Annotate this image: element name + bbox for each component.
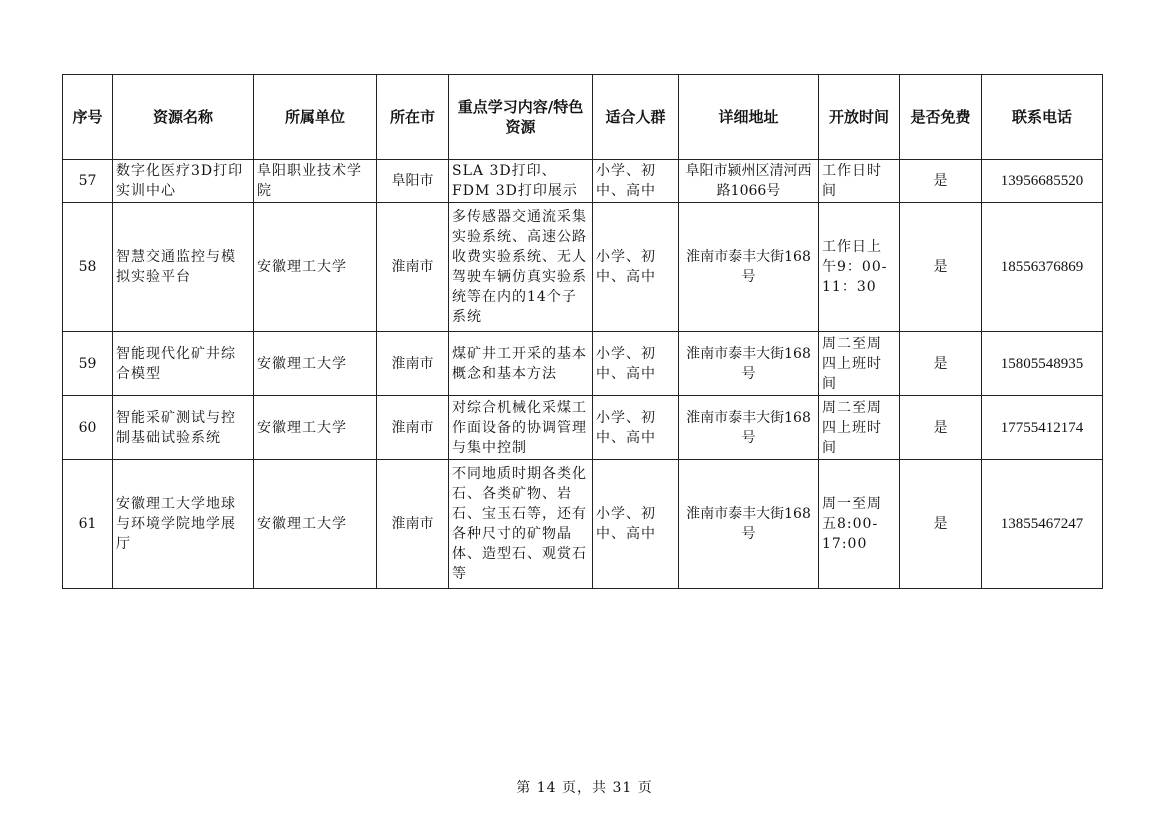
cell-index: 60 bbox=[63, 396, 113, 460]
cell-phone: 18556376869 bbox=[982, 203, 1103, 332]
page-number-label: 第 14 页，共 31 页 bbox=[516, 780, 653, 796]
cell-name: 安徽理工大学地球与环境学院地学展厅 bbox=[113, 460, 254, 589]
cell-index: 61 bbox=[63, 460, 113, 589]
cell-content: 煤矿井工开采的基本概念和基本方法 bbox=[449, 332, 593, 396]
cell-index: 59 bbox=[63, 332, 113, 396]
header-hours: 开放时间 bbox=[819, 75, 900, 160]
cell-hours: 工作日上午9：00-11：30 bbox=[819, 203, 900, 332]
cell-free: 是 bbox=[900, 332, 982, 396]
table-header-row bbox=[63, 75, 1103, 160]
cell-unit: 安徽理工大学 bbox=[254, 460, 377, 589]
cell-city: 淮南市 bbox=[377, 332, 449, 396]
cell-audience: 小学、初中、高中 bbox=[593, 160, 679, 203]
cell-address: 淮南市泰丰大街168号 bbox=[679, 203, 819, 332]
header-name: 资源名称 bbox=[113, 75, 254, 160]
header-index: 序号 bbox=[63, 75, 113, 160]
cell-city: 淮南市 bbox=[377, 203, 449, 332]
table-row bbox=[63, 396, 1103, 460]
cell-unit: 安徽理工大学 bbox=[254, 203, 377, 332]
cell-free: 是 bbox=[900, 460, 982, 589]
cell-phone: 15805548935 bbox=[982, 332, 1103, 396]
cell-hours: 周一至周五8:00-17:00 bbox=[819, 460, 900, 589]
cell-index: 58 bbox=[63, 203, 113, 332]
page-footer bbox=[0, 777, 1169, 797]
table-row bbox=[63, 203, 1103, 332]
header-content: 重点学习内容/特色资源 bbox=[449, 75, 593, 160]
cell-free: 是 bbox=[900, 396, 982, 460]
cell-phone: 17755412174 bbox=[982, 396, 1103, 460]
cell-content: SLA 3D打印、FDM 3D打印展示 bbox=[449, 160, 593, 203]
cell-hours: 工作日时间 bbox=[819, 160, 900, 203]
header-address: 详细地址 bbox=[679, 75, 819, 160]
cell-address: 淮南市泰丰大街168号 bbox=[679, 332, 819, 396]
cell-content: 不同地质时期各类化石、各类矿物、岩石、宝玉石等，还有各种尺寸的矿物晶体、造型石、观赏石等 bbox=[449, 460, 593, 589]
cell-address: 淮南市泰丰大街168号 bbox=[679, 396, 819, 460]
cell-name: 智慧交通监控与模拟实验平台 bbox=[113, 203, 254, 332]
cell-content: 对综合机械化采煤工作面设备的协调管理与集中控制 bbox=[449, 396, 593, 460]
cell-unit: 安徽理工大学 bbox=[254, 332, 377, 396]
cell-unit: 安徽理工大学 bbox=[254, 396, 377, 460]
header-unit: 所属单位 bbox=[254, 75, 377, 160]
cell-phone: 13855467247 bbox=[982, 460, 1103, 589]
cell-name: 智能采矿测试与控制基础试验系统 bbox=[113, 396, 254, 460]
cell-city: 淮南市 bbox=[377, 460, 449, 589]
header-audience: 适合人群 bbox=[593, 75, 679, 160]
table-row bbox=[63, 460, 1103, 589]
header-city: 所在市 bbox=[377, 75, 449, 160]
cell-address: 淮南市泰丰大街168号 bbox=[679, 460, 819, 589]
cell-content: 多传感器交通流采集实验系统、高速公路收费实验系统、无人驾驶车辆仿真实验系统等在内的14个子系统 bbox=[449, 203, 593, 332]
cell-unit: 阜阳职业技术学院 bbox=[254, 160, 377, 203]
cell-audience: 小学、初中、高中 bbox=[593, 460, 679, 589]
cell-name: 智能现代化矿井综合模型 bbox=[113, 332, 254, 396]
cell-index: 57 bbox=[63, 160, 113, 203]
resource-table bbox=[62, 74, 1103, 589]
cell-audience: 小学、初中、高中 bbox=[593, 332, 679, 396]
cell-phone: 13956685520 bbox=[982, 160, 1103, 203]
cell-name: 数字化医疗3D打印实训中心 bbox=[113, 160, 254, 203]
cell-audience: 小学、初中、高中 bbox=[593, 396, 679, 460]
cell-city: 阜阳市 bbox=[377, 160, 449, 203]
cell-free: 是 bbox=[900, 203, 982, 332]
cell-hours: 周二至周四上班时间 bbox=[819, 332, 900, 396]
cell-hours: 周二至周四上班时间 bbox=[819, 396, 900, 460]
header-phone: 联系电话 bbox=[982, 75, 1103, 160]
table-row bbox=[63, 160, 1103, 203]
cell-free: 是 bbox=[900, 160, 982, 203]
cell-city: 淮南市 bbox=[377, 396, 449, 460]
cell-address: 阜阳市颍州区清河西路1066号 bbox=[679, 160, 819, 203]
table-row bbox=[63, 332, 1103, 396]
cell-audience: 小学、初中、高中 bbox=[593, 203, 679, 332]
header-free: 是否免费 bbox=[900, 75, 982, 160]
